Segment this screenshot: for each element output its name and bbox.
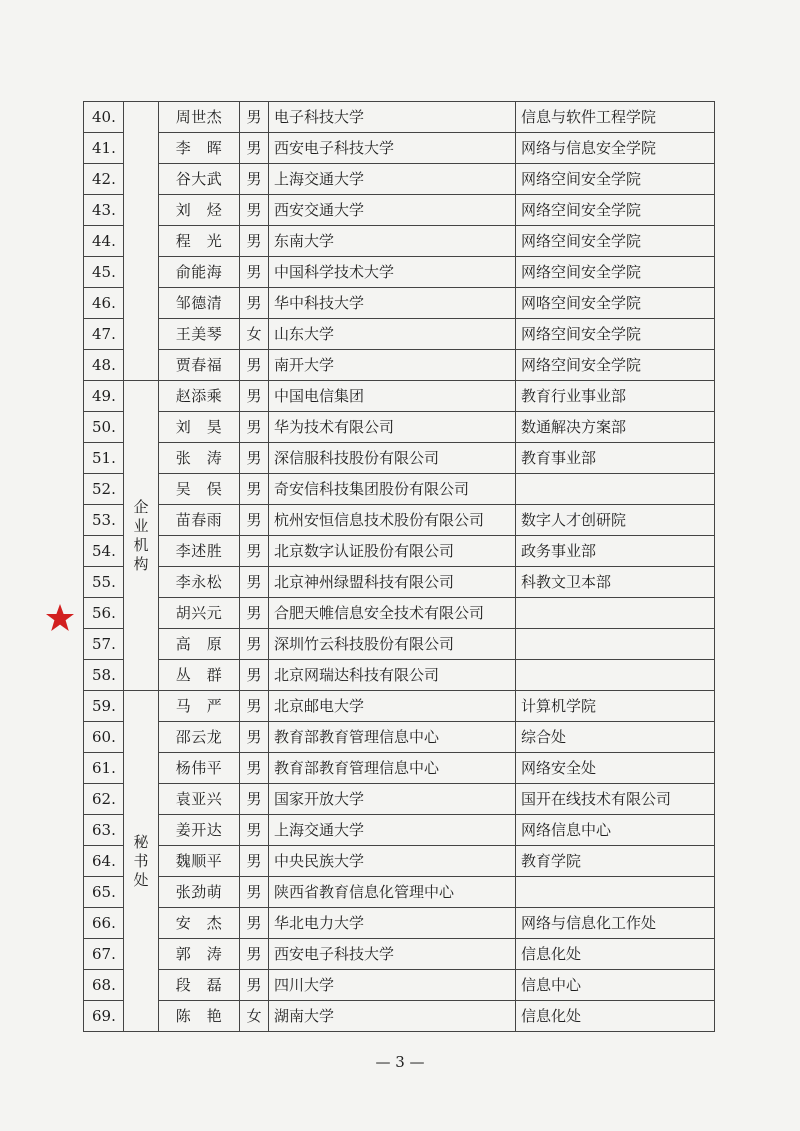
member-department: 信息中心	[516, 970, 715, 1001]
member-gender: 男	[240, 877, 269, 908]
member-gender: 男	[240, 257, 269, 288]
row-number: 57.	[84, 629, 124, 660]
member-name: 周世杰	[159, 102, 240, 133]
member-organization: 中国电信集团	[269, 381, 516, 412]
member-organization: 华中科技大学	[269, 288, 516, 319]
member-organization: 南开大学	[269, 350, 516, 381]
group-label-cell	[124, 102, 159, 381]
member-department: 教育行业事业部	[516, 381, 715, 412]
member-gender: 男	[240, 660, 269, 691]
member-name: 杨伟平	[159, 753, 240, 784]
member-department: 信息与软件工程学院	[516, 102, 715, 133]
member-gender: 男	[240, 753, 269, 784]
row-number: 64.	[84, 846, 124, 877]
row-number: 52.	[84, 474, 124, 505]
table-row	[84, 598, 715, 629]
row-number: 43.	[84, 195, 124, 226]
row-number: 50.	[84, 412, 124, 443]
member-name: 高 原	[159, 629, 240, 660]
page-number: — 3 —	[375, 1053, 425, 1071]
member-department: 政务事业部	[516, 536, 715, 567]
member-gender: 男	[240, 784, 269, 815]
table-row	[84, 319, 715, 350]
member-organization: 上海交通大学	[269, 815, 516, 846]
member-gender: 男	[240, 505, 269, 536]
member-department: 网络空间安全学院	[516, 319, 715, 350]
member-name: 苗春雨	[159, 505, 240, 536]
group-label: 企业机构	[133, 497, 149, 573]
member-name: 邹德清	[159, 288, 240, 319]
member-name: 胡兴元	[159, 598, 240, 629]
member-organization: 四川大学	[269, 970, 516, 1001]
member-gender: 男	[240, 381, 269, 412]
table-row	[84, 877, 715, 908]
member-table-body	[84, 102, 715, 1032]
row-number: 60.	[84, 722, 124, 753]
member-department: 国开在线技术有限公司	[516, 784, 715, 815]
member-gender: 男	[240, 288, 269, 319]
member-name: 张劲萌	[159, 877, 240, 908]
member-department: 数通解决方案部	[516, 412, 715, 443]
group-label-cell	[124, 691, 159, 1032]
member-name: 李述胜	[159, 536, 240, 567]
member-organization: 山东大学	[269, 319, 516, 350]
table-row	[84, 908, 715, 939]
row-number: 44.	[84, 226, 124, 257]
member-name: 俞能海	[159, 257, 240, 288]
member-gender: 男	[240, 350, 269, 381]
row-number: 66.	[84, 908, 124, 939]
row-number: 63.	[84, 815, 124, 846]
member-department: 综合处	[516, 722, 715, 753]
member-name: 邵云龙	[159, 722, 240, 753]
member-gender: 男	[240, 443, 269, 474]
member-name: 吴 俣	[159, 474, 240, 505]
member-name: 魏顺平	[159, 846, 240, 877]
member-gender: 女	[240, 1001, 269, 1032]
row-number: 48.	[84, 350, 124, 381]
member-organization: 北京神州绿盟科技有限公司	[269, 567, 516, 598]
member-gender: 男	[240, 226, 269, 257]
member-department: 信息化处	[516, 939, 715, 970]
group-label-cell	[124, 381, 159, 691]
member-organization: 合肥天帷信息安全技术有限公司	[269, 598, 516, 629]
member-gender: 男	[240, 970, 269, 1001]
member-table	[83, 101, 715, 1032]
member-organization: 陕西省教育信息化管理中心	[269, 877, 516, 908]
member-department	[516, 629, 715, 660]
table-row	[84, 288, 715, 319]
member-organization: 中央民族大学	[269, 846, 516, 877]
member-organization: 华为技术有限公司	[269, 412, 516, 443]
table-row	[84, 257, 715, 288]
member-name: 姜开达	[159, 815, 240, 846]
table-row	[84, 195, 715, 226]
member-gender: 男	[240, 133, 269, 164]
row-number: 62.	[84, 784, 124, 815]
member-organization: 奇安信科技集团股份有限公司	[269, 474, 516, 505]
table-row	[84, 226, 715, 257]
row-number: 65.	[84, 877, 124, 908]
member-name: 王美琴	[159, 319, 240, 350]
row-number: 67.	[84, 939, 124, 970]
row-number: 68.	[84, 970, 124, 1001]
member-organization: 教育部教育管理信息中心	[269, 753, 516, 784]
member-organization: 北京网瑞达科技有限公司	[269, 660, 516, 691]
row-number: 49.	[84, 381, 124, 412]
table-row	[84, 474, 715, 505]
member-department: 网络与信息化工作处	[516, 908, 715, 939]
row-number: 61.	[84, 753, 124, 784]
member-organization: 湖南大学	[269, 1001, 516, 1032]
member-organization: 华北电力大学	[269, 908, 516, 939]
table-row	[84, 443, 715, 474]
table-row	[84, 1001, 715, 1032]
table-row	[84, 567, 715, 598]
row-number: 46.	[84, 288, 124, 319]
member-name: 赵添乘	[159, 381, 240, 412]
table-row	[84, 350, 715, 381]
member-department: 数字人才创研院	[516, 505, 715, 536]
table-row	[84, 412, 715, 443]
member-gender: 男	[240, 102, 269, 133]
member-name: 张 涛	[159, 443, 240, 474]
row-number: 42.	[84, 164, 124, 195]
member-name: 马 严	[159, 691, 240, 722]
row-number: 55.	[84, 567, 124, 598]
table-row	[84, 691, 715, 722]
member-name: 郭 涛	[159, 939, 240, 970]
member-gender: 男	[240, 412, 269, 443]
member-department: 网咯空间安全学院	[516, 288, 715, 319]
table-row	[84, 164, 715, 195]
member-organization: 上海交通大学	[269, 164, 516, 195]
member-name: 李永松	[159, 567, 240, 598]
table-row	[84, 784, 715, 815]
member-department: 网络空间安全学院	[516, 226, 715, 257]
member-organization: 深圳竹云科技股份有限公司	[269, 629, 516, 660]
table-row	[84, 505, 715, 536]
member-organization: 东南大学	[269, 226, 516, 257]
member-department	[516, 598, 715, 629]
member-department: 教育事业部	[516, 443, 715, 474]
table-row	[84, 102, 715, 133]
row-number: 54.	[84, 536, 124, 567]
group-label: 秘书处	[133, 832, 149, 889]
member-gender: 男	[240, 815, 269, 846]
member-organization: 西安电子科技大学	[269, 939, 516, 970]
member-organization: 北京邮电大学	[269, 691, 516, 722]
member-name: 刘 烃	[159, 195, 240, 226]
table-row	[84, 970, 715, 1001]
table-row	[84, 846, 715, 877]
row-number: 45.	[84, 257, 124, 288]
member-department: 网络空间安全学院	[516, 164, 715, 195]
member-organization: 西安电子科技大学	[269, 133, 516, 164]
member-department: 教育学院	[516, 846, 715, 877]
member-gender: 男	[240, 474, 269, 505]
member-department: 计算机学院	[516, 691, 715, 722]
member-gender: 男	[240, 908, 269, 939]
member-name: 丛 群	[159, 660, 240, 691]
member-department: 网络安全处	[516, 753, 715, 784]
row-number: 51.	[84, 443, 124, 474]
member-department	[516, 474, 715, 505]
member-department	[516, 877, 715, 908]
member-name: 贾春福	[159, 350, 240, 381]
member-gender: 男	[240, 939, 269, 970]
member-name: 刘 昊	[159, 412, 240, 443]
table-row	[84, 536, 715, 567]
member-name: 陈 艳	[159, 1001, 240, 1032]
star-icon	[45, 603, 75, 633]
member-organization: 西安交通大学	[269, 195, 516, 226]
member-organization: 电子科技大学	[269, 102, 516, 133]
member-gender: 男	[240, 195, 269, 226]
member-department: 科教文卫本部	[516, 567, 715, 598]
member-organization: 中国科学技术大学	[269, 257, 516, 288]
table-row	[84, 939, 715, 970]
row-number: 59.	[84, 691, 124, 722]
member-gender: 男	[240, 536, 269, 567]
row-number: 47.	[84, 319, 124, 350]
member-gender: 男	[240, 691, 269, 722]
member-department: 网络信息中心	[516, 815, 715, 846]
member-gender: 男	[240, 846, 269, 877]
member-gender: 男	[240, 598, 269, 629]
member-organization: 深信服科技股份有限公司	[269, 443, 516, 474]
row-number: 53.	[84, 505, 124, 536]
member-name: 程 光	[159, 226, 240, 257]
member-department	[516, 660, 715, 691]
member-gender: 男	[240, 164, 269, 195]
row-number: 58.	[84, 660, 124, 691]
member-name: 李 晖	[159, 133, 240, 164]
table-row	[84, 753, 715, 784]
member-gender: 女	[240, 319, 269, 350]
row-number: 40.	[84, 102, 124, 133]
member-name: 谷大武	[159, 164, 240, 195]
table-row	[84, 660, 715, 691]
member-organization: 杭州安恒信息技术股份有限公司	[269, 505, 516, 536]
member-name: 安 杰	[159, 908, 240, 939]
row-number: 56.	[84, 598, 124, 629]
member-department: 网络空间安全学院	[516, 195, 715, 226]
table-row	[84, 629, 715, 660]
member-department: 信息化处	[516, 1001, 715, 1032]
member-gender: 男	[240, 629, 269, 660]
member-name: 袁亚兴	[159, 784, 240, 815]
member-department: 网络与信息安全学院	[516, 133, 715, 164]
row-number: 69.	[84, 1001, 124, 1032]
member-name: 段 磊	[159, 970, 240, 1001]
member-organization: 国家开放大学	[269, 784, 516, 815]
table-row	[84, 722, 715, 753]
member-organization: 北京数字认证股份有限公司	[269, 536, 516, 567]
member-gender: 男	[240, 722, 269, 753]
member-department: 网络空间安全学院	[516, 257, 715, 288]
row-number: 41.	[84, 133, 124, 164]
table-row	[84, 815, 715, 846]
member-department: 网络空间安全学院	[516, 350, 715, 381]
member-gender: 男	[240, 567, 269, 598]
member-organization: 教育部教育管理信息中心	[269, 722, 516, 753]
table-row	[84, 133, 715, 164]
table-row	[84, 381, 715, 412]
